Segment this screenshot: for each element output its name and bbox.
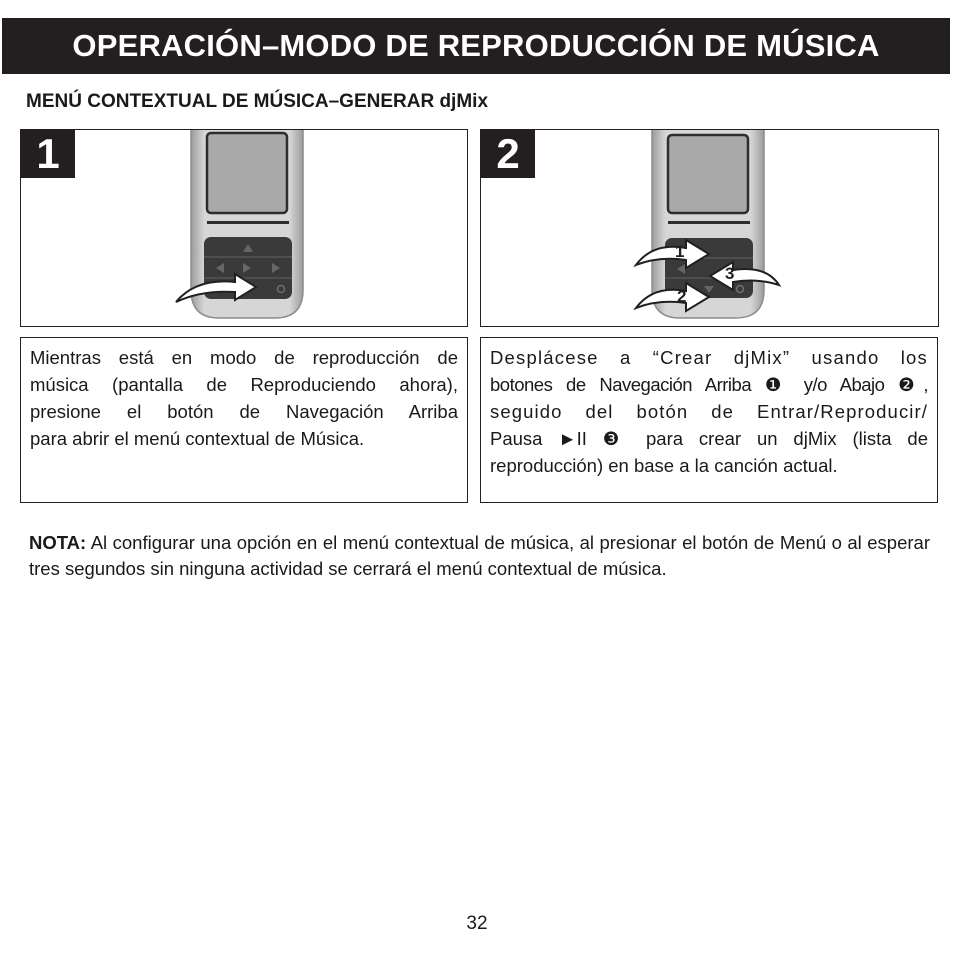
description-line: música (pantalla de Reproduciendo ahora), <box>30 374 458 395</box>
note-paragraph <box>29 530 930 582</box>
description-line: botones de Navegación Arriba ❶ y/o Abajo ❷, <box>490 374 928 395</box>
callout-2: 2 <box>677 287 687 306</box>
description-line: presione el botón de Navegación Arriba <box>30 401 458 422</box>
callout-3: 3 <box>725 264 735 283</box>
description-line: seguido del botón de Entrar/Reproducir/ <box>490 401 928 422</box>
page-title: OPERACIÓN–MODO DE REPRODUCCIÓN DE MÚSICA <box>72 28 880 63</box>
description-line: para abrir el menú contextual de Música. <box>30 428 365 449</box>
description-line: Desplácese a “Crear djMix” usando los <box>490 347 928 368</box>
device-illustration <box>481 130 938 326</box>
note-text: Al configurar una opción en el menú contextual de música, al presionar el botón de Menú o al esperar tres segundos sin ninguna actividad se cerrará el menú contextual de música. <box>29 532 930 579</box>
header-bar <box>2 18 950 74</box>
step-1-description <box>20 337 468 503</box>
section-subtitle: MENÚ CONTEXTUAL DE MÚSICA–GENERAR djMix <box>26 91 489 112</box>
description-line: Pausa ►II ❸ para crear un djMix (lista de <box>490 428 928 449</box>
step-2-badge: 2 <box>481 130 535 178</box>
step-1-badge: 1 <box>21 130 75 178</box>
description-line: reproducción) en base a la canción actual. <box>490 455 838 476</box>
device-illustration <box>21 130 467 326</box>
step-2-illustration <box>480 129 939 327</box>
callout-1: 1 <box>675 242 685 261</box>
description-line: Mientras está en modo de reproducción de <box>30 347 458 368</box>
step-1-illustration <box>20 129 468 327</box>
page-number: 32 <box>466 913 488 934</box>
step-2-description <box>480 337 938 503</box>
note-label: NOTA: <box>29 532 87 553</box>
